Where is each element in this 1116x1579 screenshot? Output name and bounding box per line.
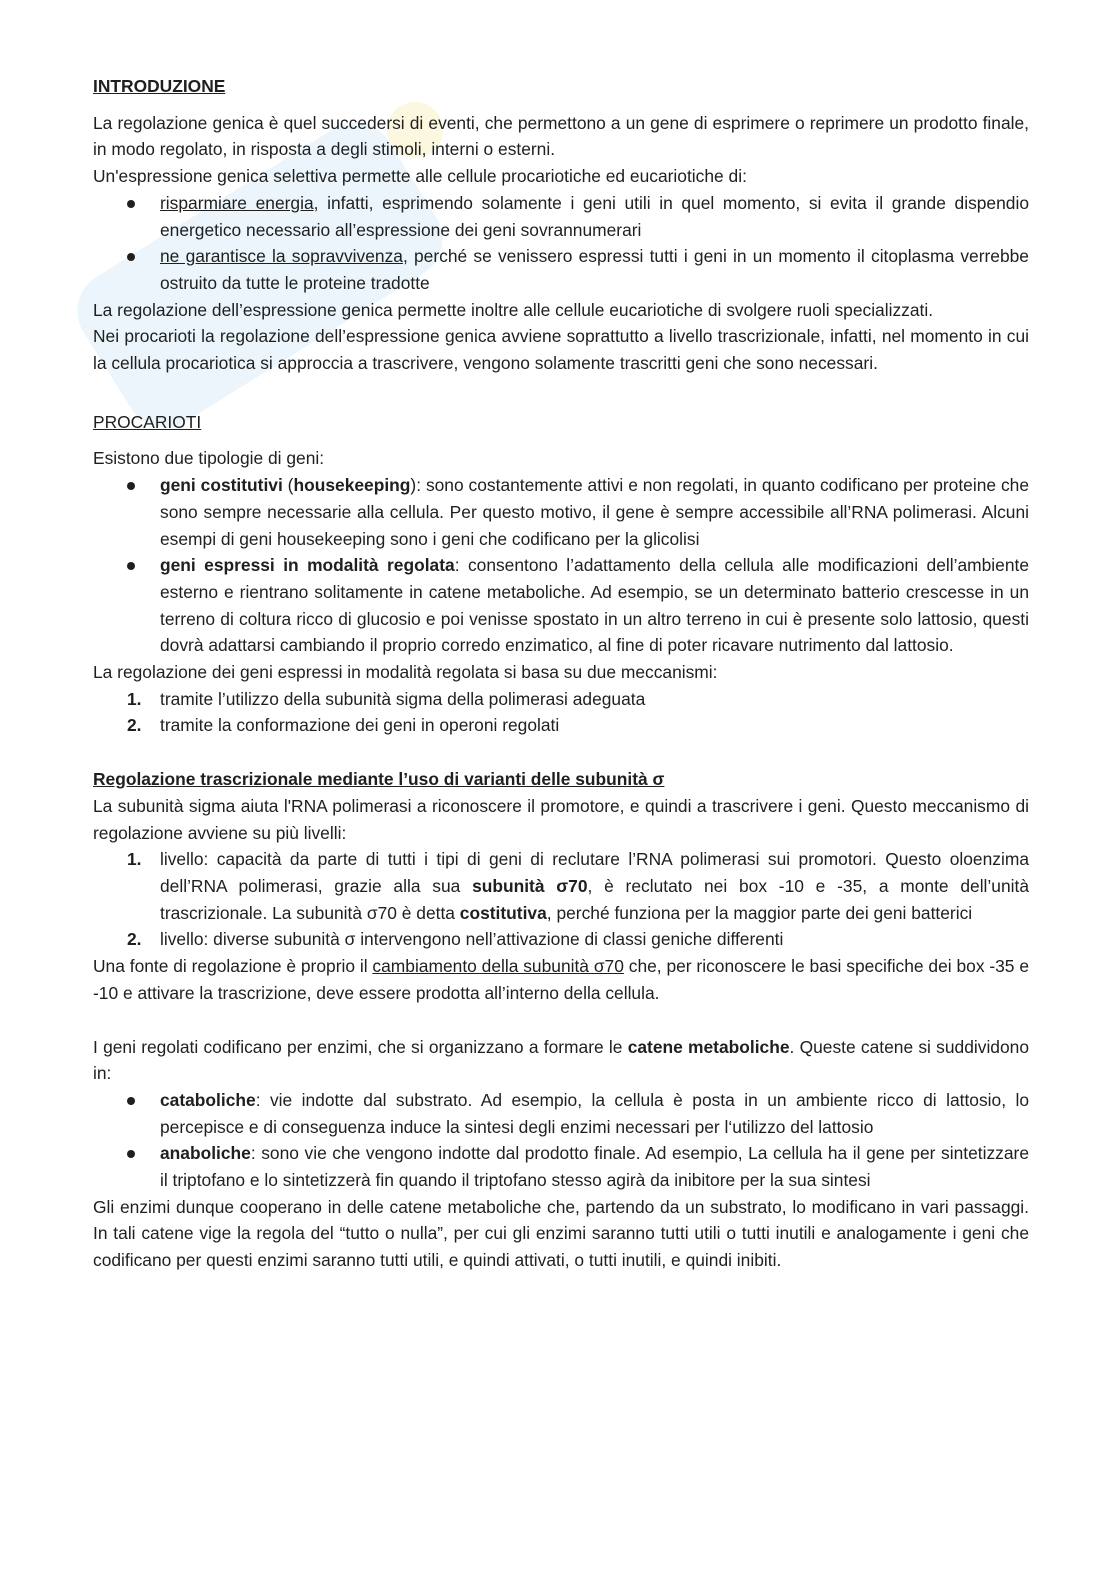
sigma-paragraph-2: Una fonte di regolazione è proprio il cambiamento della subunità σ70 che, per riconoscere le basi specifiche dei box -35 e -10 e attivare la trascrizione, deve essere prodotta all’interno della cellula. [93, 956, 1029, 1003]
list-item: ne garantisce la sopravvivenza, perché se venissero espressi tutti i geni in un momento il citoplasma verrebbe ostruito da tutte le proteine tradotte [93, 243, 1029, 296]
intro-paragraph-2: Un'espressione genica selettiva permette alle cellule procariotiche ed eucariotiche di: [93, 166, 747, 187]
catene-paragraph-2: Gli enzimi dunque cooperano in delle catene metaboliche che, partendo da un substrato, lo modificano in vari passaggi. In tali catene vige la regola del “tutto o nulla”, per cui gli enzimi saranno tutti utili o tutti inutili e analogamente i geni che codificano per questi enzimi saranno tutti utili, e quindi attivati, o tutti inutili, e quindi inibiti. [93, 1196, 1029, 1271]
procarioti-numbered-list [93, 686, 1029, 739]
intro-heading: INTRODUZIONE [93, 76, 226, 96]
bullet-icon [127, 1097, 135, 1105]
bullet-icon [127, 1150, 135, 1158]
sigma-paragraph-1: La subunità sigma aiuta l'RNA polimerasi a riconoscere il promotore, e quindi a trascrivere i geni. Questo meccanismo di regolazione avviene su più livelli: [93, 795, 1029, 843]
bullet-icon [127, 253, 135, 261]
procarioti-bullet-list [93, 472, 1029, 659]
list-item: risparmiare energia, infatti, esprimendo solamente i geni utili in quel momento, si evita il grande dispendio energetico necessario all’espressione dei geni sovrannumerari [93, 190, 1029, 243]
list-item: geni costitutivi (housekeeping): sono costantemente attivi e non regolati, in quanto codificano per proteine che sono sempre necessarie alla cellula. Per questo motivo, il gene è sempre accessibile all’RNA polimerasi. Alcuni esempi di geni housekeeping sono i geni che codificano per la glicolisi [93, 472, 1029, 552]
procarioti-paragraph-2: La regolazione dei geni espressi in modalità regolata si basa su due meccanismi: [93, 662, 718, 683]
list-item: 2. tramite la conformazione dei geni in operoni regolati [127, 715, 560, 736]
catene-paragraph-1: I geni regolati codificano per enzimi, che si organizzano a formare le catene metaboliche. Queste catene si suddividono in: [93, 1036, 1029, 1084]
sigma-numbered-list [93, 846, 1029, 953]
intro-bullet-list [93, 190, 1029, 297]
procarioti-heading: PROCARIOTI [93, 411, 202, 432]
list-item: cataboliche: vie indotte dal substrato. Ad esempio, la cellula è posta in un ambiente ricco di lattosio, lo percepisce e di conseguenza induce la sintesi degli enzimi necessari per l‘utilizzo del lattosio [93, 1087, 1029, 1140]
list-item: 1. tramite l’utilizzo della subunità sigma della polimerasi adeguata [127, 688, 646, 709]
intro-paragraph-3: La regolazione dell’espressione genica permette inoltre alle cellule eucariotiche di svolgere ruoli specializzati. [93, 299, 934, 320]
sigma-heading: Regolazione trascrizionale mediante l’uso di varianti delle subunità σ [93, 769, 665, 790]
bullet-icon [127, 562, 135, 570]
catene-bullet-list [93, 1087, 1029, 1194]
intro-paragraph-4: Nei procarioti la regolazione dell’espressione genica avviene soprattutto a livello trascrizionale, infatti, nel momento in cui la cellula procariotica si approccia a trascrivere, vengono solamente trascritti geni che sono necessari. [93, 326, 1029, 374]
list-item: anaboliche: sono vie che vengono indotte dal prodotto finale. Ad esempio, La cellula ha il gene per sintetizzare il triptofano e lo sintetizzerà fin quando il triptofano stesso agirà da inibitore per la sua sintesi [93, 1140, 1029, 1193]
procarioti-paragraph-1: Esistono due tipologie di geni: [93, 448, 325, 469]
bullet-icon [127, 200, 135, 208]
document-page [93, 73, 1029, 1274]
list-item: 2. livello: diverse subunità σ intervengono nell’attivazione di classi geniche differenti [127, 929, 784, 950]
intro-paragraph-1: La regolazione genica è quel succedersi di eventi, che permettono a un gene di esprimere o reprimere un prodotto finale, in modo regolato, in risposta a degli stimoli, interni o esterni. [93, 112, 1029, 160]
bullet-icon [127, 482, 135, 490]
list-item: geni espressi in modalità regolata: consentono l’adattamento della cellula alle modificazioni dell’ambiente esterno e rientrano solitamente in catene metaboliche. Ad esempio, se un determinato batterio crescesse in un terreno di coltura ricco di glucosio e poi venisse spostato in un altro terreno in cui è presente solo lattosio, questi dovrà adattarsi cambiando il proprio corredo enzimatico, al fine di poter ricavare nutrimento dal lattosio. [93, 552, 1029, 659]
list-item: 1. livello: capacità da parte di tutti i tipi di geni di reclutare l’RNA polimerasi sui promotori. Questo oloenzima dell’RNA polimerasi, grazie alla sua subunità σ70, è reclutato nei box -10 e -35, a monte dell’unità trascrizionale. La subunità σ70 è detta costitutiva, perché funziona per la maggior parte dei geni batterici [127, 849, 1030, 923]
